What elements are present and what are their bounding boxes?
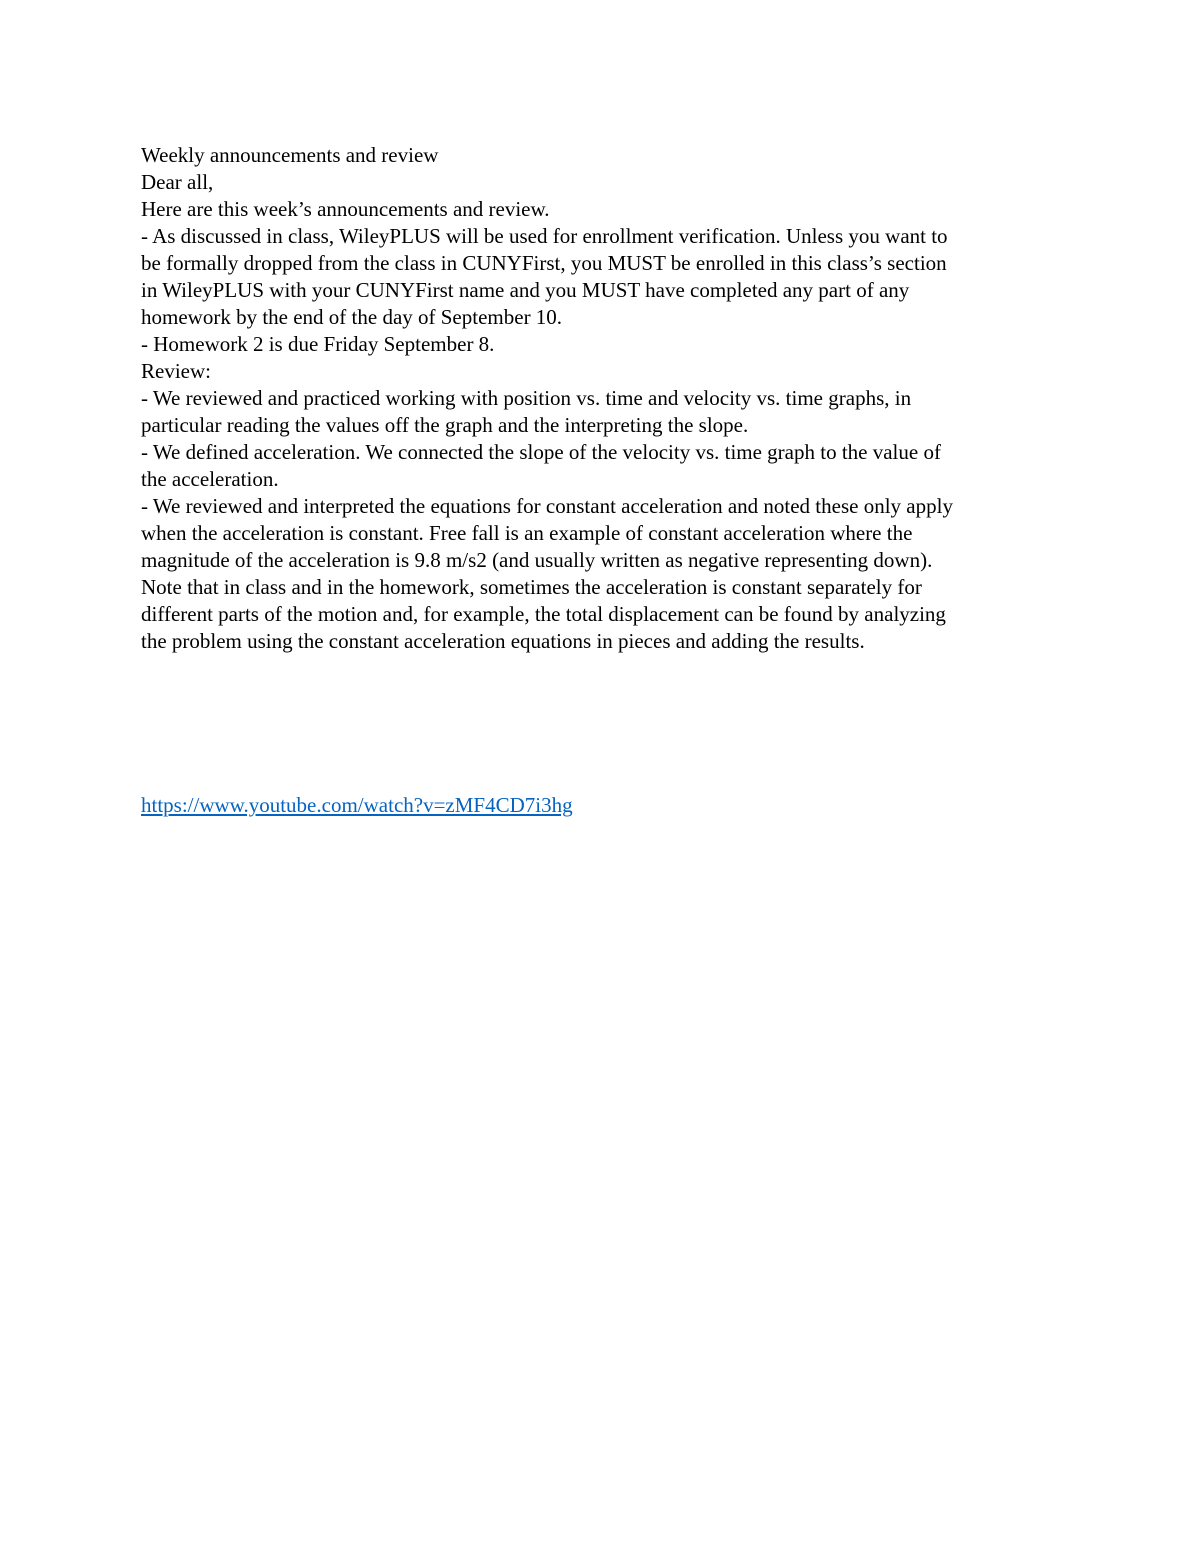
announcement-enrollment-line: - As discussed in class, WileyPLUS will be used for enrollment verification. Unless you want to: [141, 224, 948, 248]
document-body: [141, 142, 1071, 655]
review-equations-line: - We reviewed and interpreted the equations for constant acceleration and noted these only apply: [141, 494, 953, 518]
announcement-enrollment-line: in WileyPLUS with your CUNYFirst name and you MUST have completed any part of any: [141, 278, 910, 302]
review-equations-line: when the acceleration is constant. Free fall is an example of constant acceleration where the: [141, 521, 913, 545]
greeting: Dear all,: [141, 170, 214, 194]
review-graphs-line: particular reading the values off the graph and the interpreting the slope.: [141, 413, 749, 437]
review-acceleration-line: the acceleration.: [141, 467, 279, 491]
link-block: [141, 792, 573, 819]
review-equations-line: Note that in class and in the homework, sometimes the acceleration is constant separately for: [141, 575, 922, 599]
announcement-enrollment-line: be formally dropped from the class in CUNYFirst, you MUST be enrolled in this class’s section: [141, 251, 947, 275]
review-equations-line: different parts of the motion and, for example, the total displacement can be found by analyzing: [141, 602, 946, 626]
announcement-enrollment-line: homework by the end of the day of September 10.: [141, 305, 563, 329]
intro-text: Here are this week’s announcements and review.: [141, 197, 550, 221]
review-acceleration-line: - We defined acceleration. We connected the slope of the velocity vs. time graph to the value of: [141, 440, 941, 464]
review-graphs-line: - We reviewed and practiced working with position vs. time and velocity vs. time graphs, in: [141, 386, 912, 410]
youtube-link[interactable]: https://www.youtube.com/watch?v=zMF4CD7i3hg: [141, 793, 573, 817]
announcement-homework-due: - Homework 2 is due Friday September 8.: [141, 332, 495, 356]
review-heading: Review:: [141, 359, 211, 383]
review-equations-line: magnitude of the acceleration is 9.8 m/s2 (and usually written as negative representing down).: [141, 548, 933, 572]
review-equations-line: the problem using the constant acceleration equations in pieces and adding the results.: [141, 629, 865, 653]
document-title: Weekly announcements and review: [141, 143, 439, 167]
